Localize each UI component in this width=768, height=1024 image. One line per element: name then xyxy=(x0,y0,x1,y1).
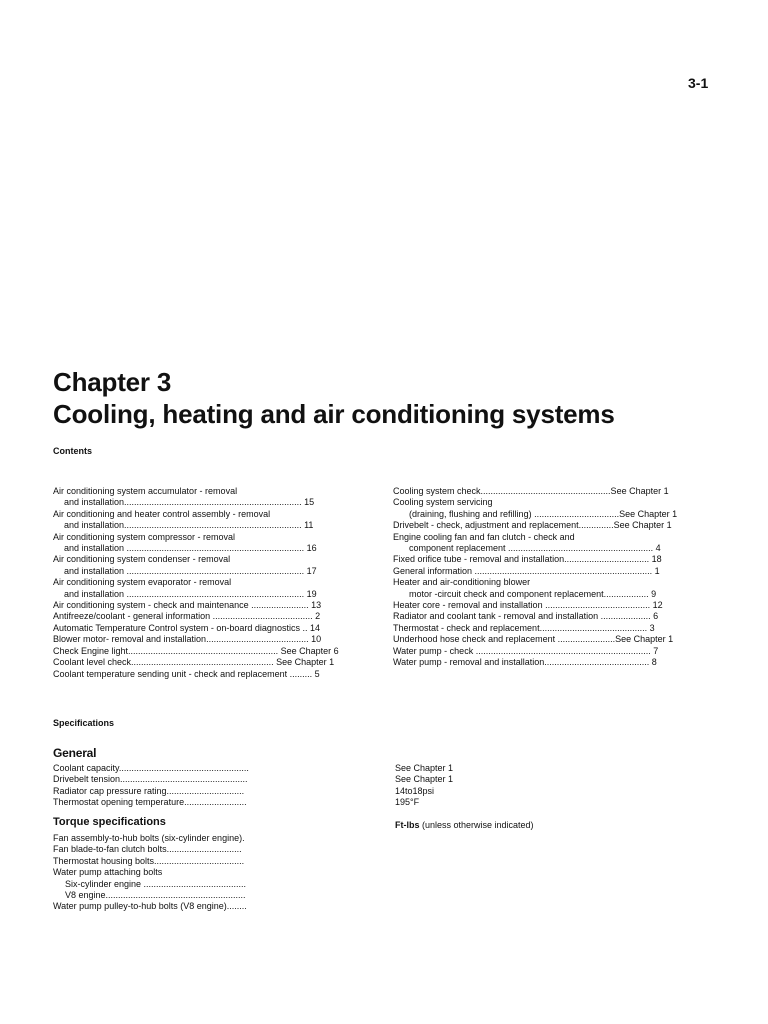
torque-item: Fan assembly-to-hub bolts (six-cylinder engine). xyxy=(53,833,245,843)
contents-entry: Air conditioning and heater control assembly - removal xyxy=(53,508,271,519)
general-spec-values xyxy=(395,763,453,809)
contents-entry: Heater and air-conditioning blower xyxy=(393,577,531,588)
contents-entry: Drivebelt - check, adjustment and replacement..............See Chapter 1 xyxy=(393,520,672,531)
contents-entry: motor -circuit check and component replacement.................. 9 xyxy=(409,588,657,599)
spec-value: See Chapter 1 xyxy=(395,763,454,773)
spec-item: Radiator cap pressure rating............................... xyxy=(53,785,245,796)
chapter-title: Cooling, heating and air conditioning systems xyxy=(53,399,615,429)
contents-entry: and installation ....................................................................... 17 xyxy=(64,565,317,576)
general-heading: General xyxy=(53,746,97,760)
spec-value: 14to18psi xyxy=(395,785,435,796)
contents-entry: Coolant temperature sending unit - check and replacement ......... 5 xyxy=(53,668,320,679)
contents-entry: Radiator and coolant tank - removal and installation .................... 6 xyxy=(393,611,659,622)
spec-item: Coolant capacity.................................................... xyxy=(53,763,249,773)
contents-entry: Water pump - check ...................................................................... 7 xyxy=(393,645,659,656)
torque-units-note: (unless otherwise indicated) xyxy=(419,820,534,830)
contents-entry: Fixed orifice tube - removal and installation.................................. 18 xyxy=(393,554,662,565)
torque-units-bold: Ft-lbs xyxy=(395,820,420,830)
torque-item: V8 engine........................................................ xyxy=(65,890,246,901)
contents-heading: Contents xyxy=(53,446,92,456)
torque-item: Water pump attaching bolts xyxy=(53,867,163,878)
chapter-label: Chapter 3 xyxy=(53,367,172,397)
torque-item: Six-cylinder engine ......................................... xyxy=(65,878,247,889)
contents-entry: Air conditioning system compressor - removal xyxy=(53,531,236,542)
contents-entry: Air conditioning system accumulator - removal xyxy=(53,486,238,496)
contents-list-right xyxy=(393,486,713,669)
spec-value: See Chapter 1 xyxy=(395,774,454,785)
torque-item: Water pump pulley-to-hub bolts (V8 engine)........ xyxy=(53,901,247,912)
contents-entry: Antifreeze/coolant - general information ........................................ 2 xyxy=(53,611,321,622)
contents-entry: Air conditioning system evaporator - removal xyxy=(53,577,232,588)
contents-entry: Automatic Temperature Control system - on-board diagnostics .. 14 xyxy=(53,622,320,633)
spec-item: Thermostat opening temperature......................... xyxy=(53,797,247,808)
torque-units xyxy=(395,820,534,830)
contents-entry: Check Engine light............................................................ See Chapter 6 xyxy=(53,645,339,656)
contents-entry: Air conditioning system condenser - removal xyxy=(53,554,231,565)
torque-item: Fan blade-to-fan clutch bolts.............................. xyxy=(53,844,242,855)
contents-entry: Cooling system servicing xyxy=(393,497,493,508)
torque-item: Thermostat housing bolts.................................... xyxy=(53,855,245,866)
contents-entry: Water pump - removal and installation.......................................... 8 xyxy=(393,657,657,668)
torque-heading: Torque specifications xyxy=(53,816,166,828)
contents-entry: component replacement .......................................................... 4 xyxy=(409,543,661,554)
spec-item: Drivebelt tension................................................... xyxy=(53,774,248,785)
contents-entry: Heater core - removal and installation .......................................... 12 xyxy=(393,600,663,611)
contents-entry: and installation....................................................................... 15 xyxy=(64,497,315,508)
general-spec-list xyxy=(53,763,249,809)
contents-entry: Blower motor- removal and installation......................................... 10 xyxy=(53,634,322,645)
spec-value: 195°F xyxy=(395,797,420,808)
contents-entry: Cooling system check....................................................See Chapter 1 xyxy=(393,486,669,496)
page-number: 3-1 xyxy=(688,75,709,91)
contents-entry: and installation ....................................................................... 19 xyxy=(64,588,317,599)
contents-entry: Engine cooling fan and fan clutch - check and xyxy=(393,531,575,542)
contents-entry: General information ....................................................................... 1 xyxy=(393,565,660,576)
contents-entry: (draining, flushing and refilling) ..................................See Chapter 1 xyxy=(409,508,678,519)
contents-entry: Air conditioning system - check and maintenance ....................... 13 xyxy=(53,600,322,611)
contents-entry: and installation ....................................................................... 16 xyxy=(64,543,317,554)
contents-entry: Underhood hose check and replacement .......................See Chapter 1 xyxy=(393,634,674,645)
chapter-heading xyxy=(53,366,615,430)
specifications-heading: Specifications xyxy=(53,718,115,728)
torque-spec-list xyxy=(53,833,247,913)
contents-entry: and installation....................................................................... 11 xyxy=(64,520,314,531)
contents-list-left xyxy=(53,486,365,680)
contents-entry: Thermostat - check and replacement........................................... 3 xyxy=(393,622,655,633)
contents-entry: Coolant level check......................................................... See Chapter 1 xyxy=(53,657,335,668)
